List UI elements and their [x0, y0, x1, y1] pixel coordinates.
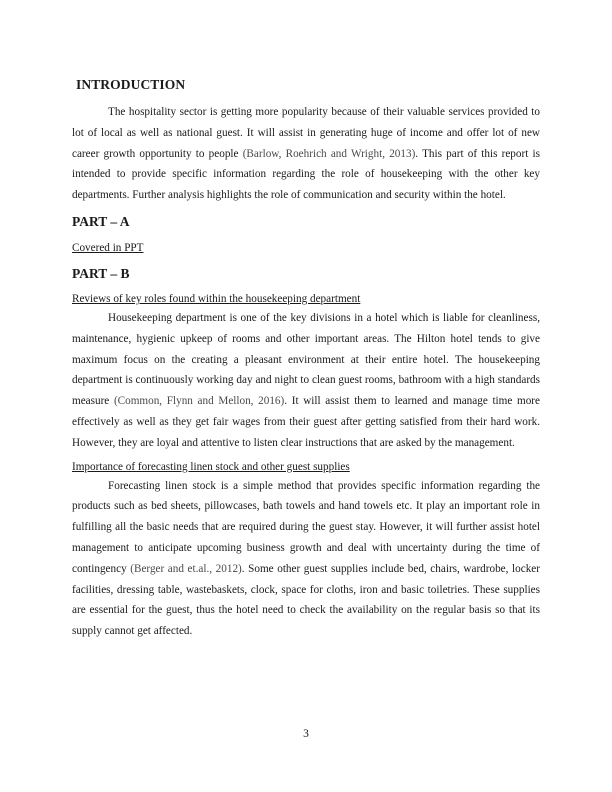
forecasting-citation: (Berger and et.al., 2012): [130, 562, 242, 575]
introduction-citation: (Barlow, Roehrich and Wright, 2013): [242, 147, 416, 160]
forecasting-heading: Importance of forecasting linen stock and other guest supplies: [72, 460, 350, 473]
forecasting-text-b: . Some other guest supplies include bed, chairs, wardrobe, locker facilities, dressing table, wastebaskets, clock, space for cloths, iron and basic toiletries. These supplies are essential for the guest, thus the hotel need to check the availability on the regular basis so that its supply cannot get affected.: [72, 562, 540, 638]
housekeeping-citation: (Common, Flynn and Mellon, 2016): [113, 395, 285, 408]
introduction-heading: INTRODUCTION: [76, 77, 186, 92]
part-a-note: Covered in PPT: [72, 241, 144, 254]
introduction-text-a: The hospitality sector is getting more popularity because of their valuable services provided to lot of local as well as national guest. It will assist in generating huge of income and offer lot of new career growth opportunity to people: [72, 106, 540, 160]
page-number: 3: [303, 728, 309, 740]
forecasting-paragraph: [72, 476, 540, 642]
introduction-paragraph: [72, 102, 540, 206]
part-b-heading: PART – B: [72, 265, 130, 281]
introduction-text-b: . This part of this report is intended to provide specific information regarding the role of housekeeping with the other key departments. Further analysis highlights the role of communication and security within the hotel.: [72, 147, 540, 202]
part-a-heading: PART – A: [72, 213, 130, 229]
housekeeping-text-b: . It will assist them to learned and manage time more effectively as well as they get fair wages from their guest after getting satisfied from their hard work. However, they are loyal and attentive to listen clear instructions that are asked by the management.: [72, 395, 540, 449]
housekeeping-roles-heading: Reviews of key roles found within the housekeeping department: [72, 292, 361, 305]
document-content: [72, 76, 540, 642]
forecasting-text-a: Forecasting linen stock is a simple method that provides specific information regarding the products such as bed sheets, pillowcases, bath towels and hand towels etc. It play an important role in fulfilling all the basic needs that are required during the guest stay. However, it will further assist hotel management to anticipate upcoming business growth and deal with uncertainty during the time of contingency: [72, 479, 540, 575]
housekeeping-text-a: Housekeeping department is one of the key divisions in a hotel which is liable for cleanliness, maintenance, hygienic upkeep of rooms and other important areas. The Hilton hotel tends to give maximum focus on the creating a pleasant environment at their entire hotel. The housekeeping department is continuously working day and night to clean guest rooms, bathroom with a high standards measure: [72, 311, 540, 408]
housekeeping-roles-paragraph: [72, 308, 540, 454]
